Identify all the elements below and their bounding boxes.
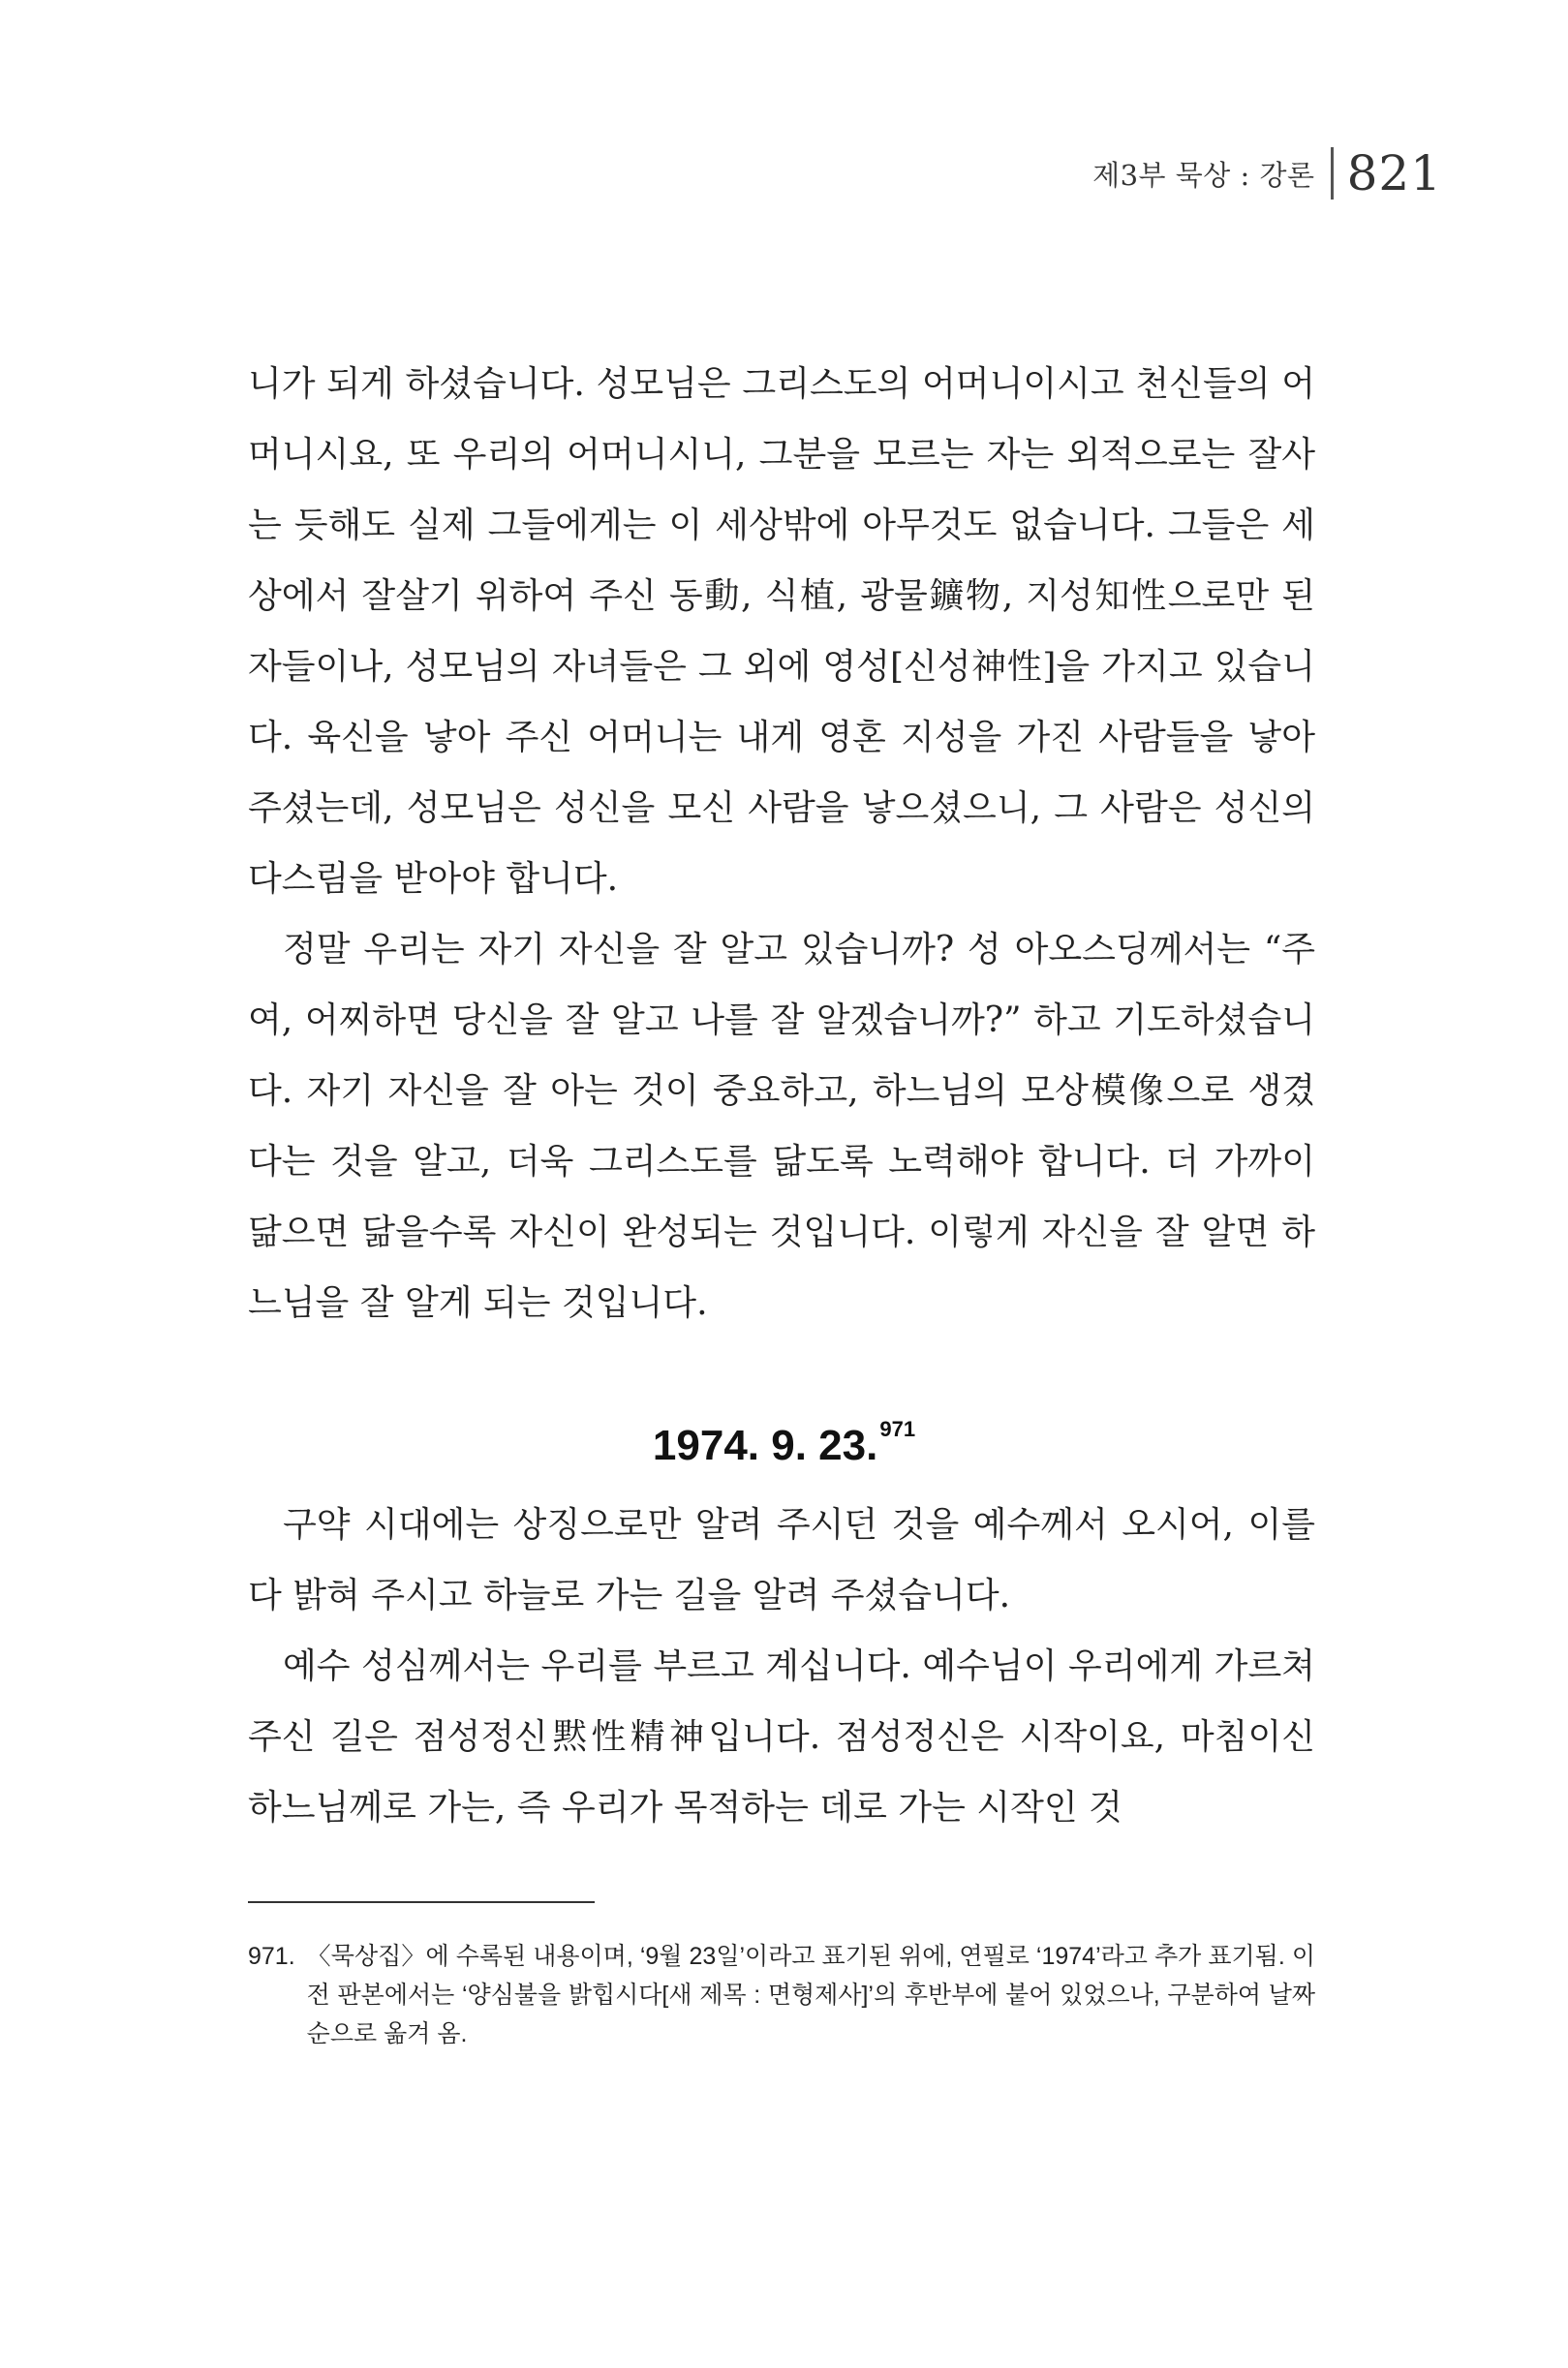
paragraph: 예수 성심께서는 우리를 부르고 계십니다. 예수님이 우리에게 가르쳐주신 길은 점성정신黙性精神입니다. 점성정신은 시작이요, 마침이신 하느님께로 가는, 즉 우리가 목적하는 데로 가는 시작인 것 — [248, 1646, 1315, 1828]
page-number: 821 — [1346, 145, 1442, 201]
section-heading — [0, 1417, 1568, 1470]
header-divider — [1331, 147, 1334, 200]
body-text-block-2 — [248, 1490, 1315, 1843]
footnote — [248, 1937, 1315, 2053]
body-text-block-1 — [248, 349, 1315, 1338]
footnote-number: 971. — [248, 1943, 295, 1970]
footnote-text: 〈묵상집〉에 수록된 내용이며, ‘9월 23일’이라고 표기된 위에, 연필로 ‘1974’라고 추가 표기됨. 이전 판본에서는 ‘양심불을 밝힙시다[새 제목 : 면형제사]’의 후반부에 붙어 있었으나, 구분하여 날짜순으로 옮겨 옴. — [306, 1943, 1315, 2047]
footnote-reference: 971 — [879, 1417, 916, 1441]
paragraph: 정말 우리는 자기 자신을 잘 알고 있습니까? 성 아오스딩께서는 “주여, 어찌하면 당신을 잘 알고 나를 잘 알겠습니까?” 하고 기도하셨습니다. 자기 자신을 잘 아는 것이 중요하고, 하느님의 모상模像으로 생겼다는 것을 알고, 더욱 그리스도를 닮도록 노력해야 합니다. 더 가까이 닮으면 닮을수록 자신이 완성되는 것입니다. 이렇게 자신을 잘 알면 하느님을 잘 알게 되는 것입니다. — [248, 930, 1315, 1323]
running-header — [1092, 145, 1442, 201]
paragraph: 구약 시대에는 상징으로만 알려 주시던 것을 예수께서 오시어, 이를 다 밝혀 주시고 하늘로 가는 길을 알려 주셨습니다. — [248, 1505, 1315, 1615]
section-date: 1974. 9. 23. — [652, 1422, 878, 1469]
footnote-divider — [248, 1901, 595, 1903]
paragraph: 니가 되게 하셨습니다. 성모님은 그리스도의 어머니이시고 천신들의 어머니시요, 또 우리의 어머니시니, 그분을 모르는 자는 외적으로는 잘사는 듯해도 실제 그들에게는 이 세상밖에 아무것도 없습니다. 그들은 세상에서 잘살기 위하여 주신 동動, 식植, 광물鑛物, 지성知性으로만 된 자들이나, 성모님의 자녀들은 그 외에 영성[신성神性]을 가지고 있습니다. 육신을 낳아 주신 어머니는 내게 영혼 지성을 가진 사람들을 낳아 주셨는데, 성모님은 성신을 모신 사람을 낳으셨으니, 그 사람은 성신의 다스림을 받아야 합니다. — [248, 364, 1315, 899]
header-section-title: 제3부 묵상 : 강론 — [1092, 158, 1315, 192]
